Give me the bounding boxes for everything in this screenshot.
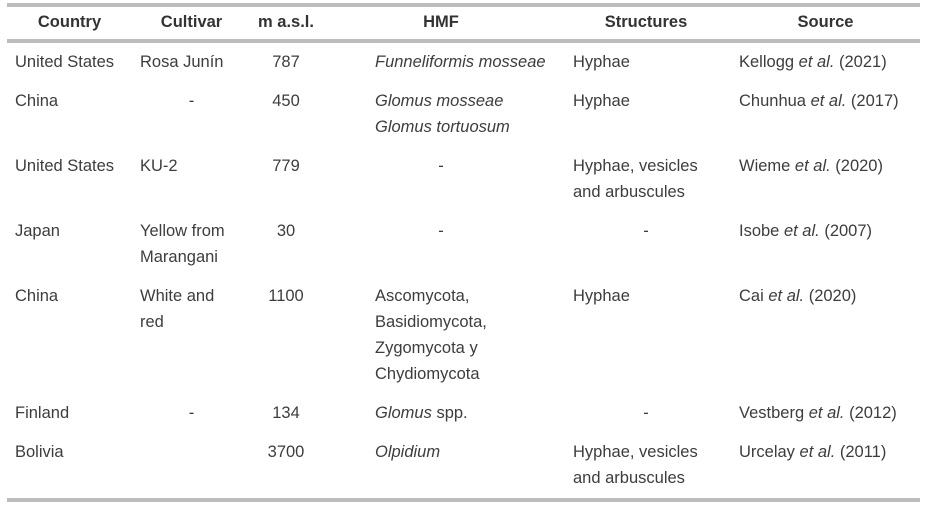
table-header-row xyxy=(7,5,920,41)
table-cell: Vestberg et al. (2012) xyxy=(739,404,897,422)
table-cell: Wieme et al. (2020) xyxy=(739,157,883,175)
table-header xyxy=(7,5,920,41)
table-cell: 1100 xyxy=(268,287,304,305)
table-cell: Cai et al. (2020) xyxy=(739,287,857,305)
table-cell: - xyxy=(188,404,195,422)
table-row xyxy=(7,147,920,212)
table-cell: Funneliformis mosseae xyxy=(375,53,546,71)
table-cell: Chunhua et al. (2017) xyxy=(739,92,899,110)
column-header-masl: m a.s.l. xyxy=(251,5,321,41)
table-cell: 450 xyxy=(272,92,300,110)
table-cell: Glomus spp. xyxy=(375,404,468,422)
column-header-structures: Structures xyxy=(561,5,731,41)
table-cell: - xyxy=(188,92,195,110)
table-row xyxy=(7,41,920,82)
column-header-hmf: HMF xyxy=(321,5,561,41)
table-cell: 134 xyxy=(272,404,300,422)
table-row xyxy=(7,82,920,147)
table-cell: 3700 xyxy=(267,443,305,461)
table-cell: Ascomycota, Basidiomycota, Zygomycota y Chydiomycota xyxy=(375,287,487,383)
table-cell: 30 xyxy=(276,222,296,240)
table-cell: Yellow from Marangani xyxy=(140,222,225,266)
table-cell: Isobe et al. (2007) xyxy=(739,222,873,240)
table-cell: Finland xyxy=(15,404,70,422)
table-row xyxy=(7,394,920,433)
table-cell: - xyxy=(643,404,649,422)
table-cell: Urcelay et al. (2011) xyxy=(739,443,887,461)
table-cell: White and red xyxy=(140,287,215,331)
table-cell: Hyphae, vesicles and arbuscules xyxy=(573,443,698,487)
table-cell: Hyphae xyxy=(573,92,630,110)
table-cell: - xyxy=(438,157,444,175)
table-row xyxy=(7,433,920,500)
table-cell: Hyphae xyxy=(573,287,630,305)
table-cell: Japan xyxy=(15,222,60,240)
table-cell: United States xyxy=(15,53,115,71)
table-row xyxy=(7,277,920,394)
column-header-country: Country xyxy=(7,5,132,41)
mycorrhizal-fungi-table xyxy=(7,3,920,502)
table-cell: China xyxy=(15,287,59,305)
table-cell: Hyphae, vesicles and arbuscules xyxy=(573,157,698,201)
column-header-source: Source xyxy=(731,5,920,41)
table-cell: United States xyxy=(15,157,115,175)
table-cell xyxy=(132,433,251,500)
table-cell: Kellogg et al. (2021) xyxy=(739,53,887,71)
table-cell: China xyxy=(15,92,59,110)
table-cell: - xyxy=(438,222,444,240)
table-cell: Olpidium xyxy=(375,443,441,461)
table-cell: Bolivia xyxy=(15,443,64,461)
table-cell: - xyxy=(643,222,649,240)
table-cell: 787 xyxy=(272,53,300,71)
table-cell: KU-2 xyxy=(140,157,178,175)
column-header-cultivar: Cultivar xyxy=(132,5,251,41)
table-cell: Hyphae xyxy=(573,53,630,71)
table-cell: Rosa Junín xyxy=(140,53,224,71)
table-row xyxy=(7,212,920,277)
table-cell: 779 xyxy=(272,157,300,175)
table-cell: Glomus mosseae Glomus tortuosum xyxy=(375,92,510,136)
table-body xyxy=(7,41,920,500)
